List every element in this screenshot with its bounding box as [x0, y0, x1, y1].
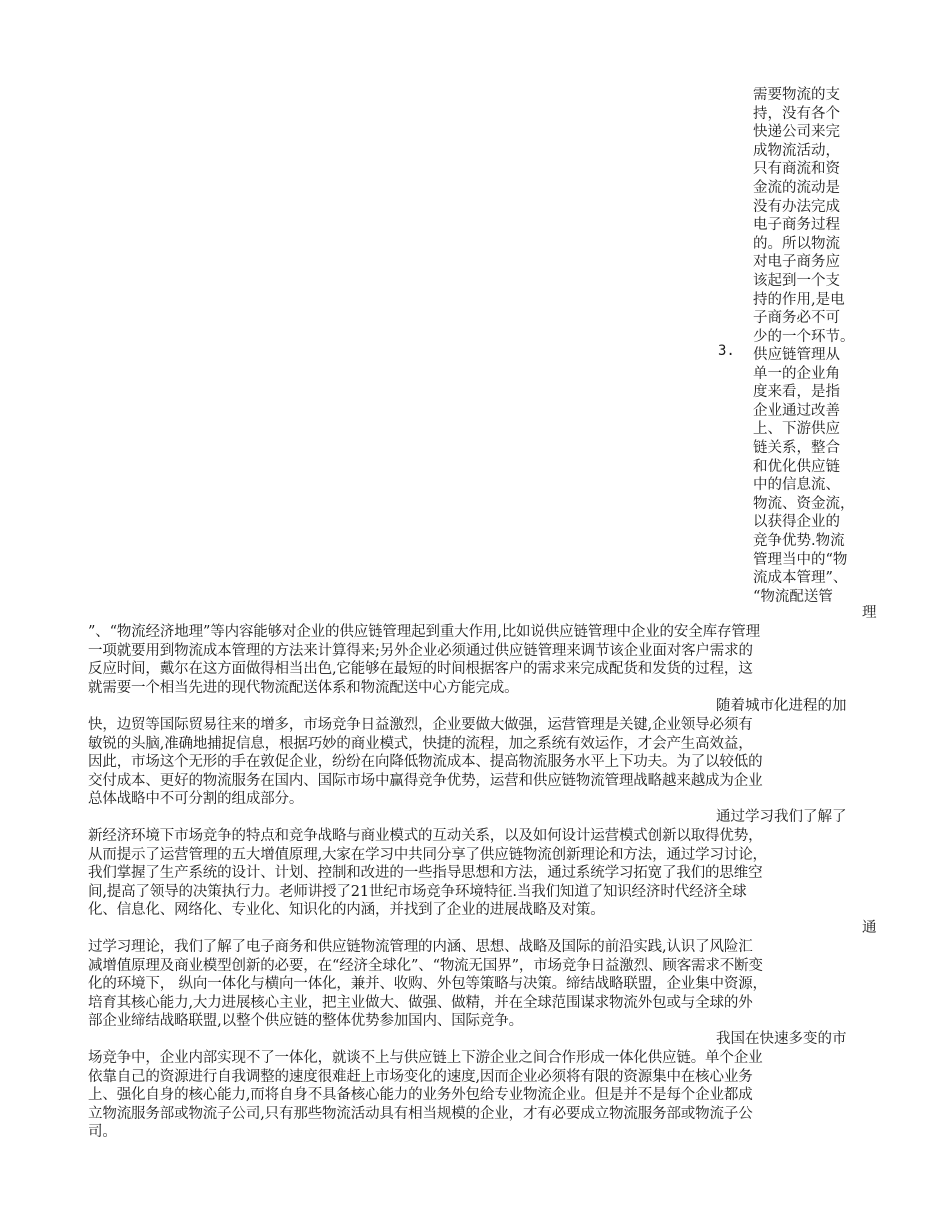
text-line: 从而提示了运营管理的五大增值原理,大家在学习中共同分享了供应链物流创新理论和方法，通过学习讨论， [88, 846, 767, 863]
text-line: 持，没有各个 [753, 105, 840, 122]
text-line: “物流配送管 [753, 588, 833, 605]
text-line: 化的环境下， 纵向一体化与横向一体化，兼并、收购、外包等策略与决策。缔结战略联盟，企业集中资源， [88, 976, 767, 993]
text-line: 的。所以物流 [753, 235, 840, 252]
text-line: 总体战略中不可分割的组成部分。 [88, 791, 304, 808]
text-line: 少的一个环节。 [753, 328, 855, 345]
text-line: 该起到一个支 [753, 272, 840, 289]
text-line: 立物流服务部或物流子公司,只有那些物流活动具有相当规模的企业，才有必要成立物流服务部或物流子公 [88, 1105, 753, 1122]
text-line: 企业通过改善 [753, 402, 840, 419]
paragraph-lead: 我国在快速多变的市 [716, 1031, 847, 1047]
paragraph-1 [88, 623, 868, 697]
text-line: 快递公司来完 [753, 124, 840, 141]
paragraph-4 [88, 938, 868, 1031]
paragraph-lead: 随着城市化进程的加 [716, 698, 847, 714]
text-line: ”、“物流经济地理”等内容能够对企业的供应链管理起到重大作用,比如说供应链管理中企业的安全库存管理 [88, 624, 760, 640]
text-line: 依靠自己的资源进行自我调整的速度很难赶上市场变化的速度,因而企业必须将有限的资源集中在核心业务 [88, 1068, 753, 1085]
text-line: 培育其核心能力,大力进展核心主业，把主业做大、做强、做精，并在全球范围谋求物流外包或与全球的外 [88, 994, 753, 1011]
narrow-column-item3 [753, 346, 865, 606]
paragraph-2 [88, 716, 868, 809]
text-line: 上、强化自身的核心能力,而将自身不具备核心能力的业务外包给专业物流企业。但是并不是每个企业都成 [88, 1087, 753, 1104]
text-line: 对电子商务应 [753, 254, 840, 271]
text-line: 新经济环境下市场竞争的特点和竞争战略与商业模式的互动关系，以及如何设计运营模式创新以取得优势， [88, 828, 763, 844]
paragraph-lead: 通过学习我们了解了 [716, 809, 847, 825]
text-line: 快，边贸等国际贸易往来的增多，市场竞争日益激烈，企业要做大做强，运营管理是关键,企业领导必须有 [88, 717, 753, 733]
text-line: 以获得企业的 [753, 514, 840, 531]
text-line: 因此，市场这个无形的手在敦促企业，纷纷在向降低物流成本、提高物流服务水平上下功夫。为了以较低的 [88, 754, 763, 771]
text-line: 单一的企业角 [753, 365, 840, 382]
text-line: 只有商流和资 [753, 161, 840, 178]
text-line: 敏锐的头脑,准确地捕捉信息，根据巧妙的商业模式，快捷的流程，加之系统有效运作，才会产生高效益， [88, 735, 753, 752]
paragraph-lead: 理 [862, 605, 877, 621]
text-line: 上、下游供应 [753, 421, 840, 438]
text-line: 和优化供应链 [753, 458, 840, 475]
text-line: 减增值原理及商业模型创新的必要，在“经济全球化”、“物流无国界”，市场竞争日益激烈、顾客需求不断变 [88, 957, 763, 974]
paragraph-5 [88, 1049, 868, 1142]
text-line: 链关系，整合 [753, 439, 840, 456]
text-line: 司。 [88, 1124, 117, 1141]
text-line: 金流的流动是 [753, 179, 840, 196]
text-line: 管理当中的“物 [753, 551, 848, 568]
text-line: 一项就要用到物流成本管理的方法来计算得来;另外企业必须通过供应链管理来调节该企业面对客户需求的 [88, 642, 753, 659]
text-line: 间,提高了领导的决策执行力。老师讲授了21世纪市场竞争环境特征.当我们知道了知识经济时代经济全球 [88, 883, 747, 900]
text-line: 就需要一个相当先进的现代物流配送体系和物流配送中心方能完成。 [88, 679, 519, 696]
text-line: 交付成本、更好的物流服务在国内、国际市场中赢得竞争优势，运营和供应链物流管理战略越来越成为企业 [88, 772, 763, 789]
text-line: 竞争优势.物流 [753, 532, 845, 549]
text-line: 没有办法完成 [753, 198, 840, 215]
text-line: 子商务必不可 [753, 310, 840, 327]
text-line: 供应链管理从 [753, 347, 840, 363]
text-line: 部企业缔结战略联盟,以整个供应链的整体优势参加国内、国际竞争。 [88, 1013, 523, 1030]
paragraph-lead: 通 [862, 920, 877, 936]
list-number: 3. [718, 343, 735, 359]
text-line: 电子商务过程 [753, 217, 840, 234]
text-line: 中的信息流、 [753, 477, 840, 494]
text-line: 我们掌握了生产系统的设计、计划、控制和改进的一些指导思想和方法，通过系统学习拓宽了我们的思维空 [88, 865, 763, 882]
text-line: 物流、资金流， [753, 495, 855, 512]
text-line: 持的作用,是电 [753, 291, 845, 308]
text-line: 过学习理论，我们了解了电子商务和供应链物流管理的内涵、思想、战略及国际的前沿实践,认识了风险汇 [88, 939, 753, 955]
text-line: 需要物流的支 [753, 87, 840, 103]
paragraph-3 [88, 827, 868, 920]
text-line: 化、信息化、网络化、专业化、知识化的内涵，并找到了企业的进展战略及对策。 [88, 902, 605, 919]
narrow-column-top [753, 86, 865, 346]
text-line: 流成本管理”、 [753, 570, 848, 587]
text-line: 度来看，是指 [753, 384, 840, 401]
text-line: 场竞争中，企业内部实现不了一体化，就谈不上与供应链上下游企业之间合作形成一体化供应链。单个企业 [88, 1050, 763, 1066]
text-line: 反应时间，戴尔在这方面做得相当出色,它能够在最短的时间根据客户的需求来完成配货和发货的过程，这 [88, 661, 753, 678]
text-line: 成物流活动， [753, 142, 840, 159]
